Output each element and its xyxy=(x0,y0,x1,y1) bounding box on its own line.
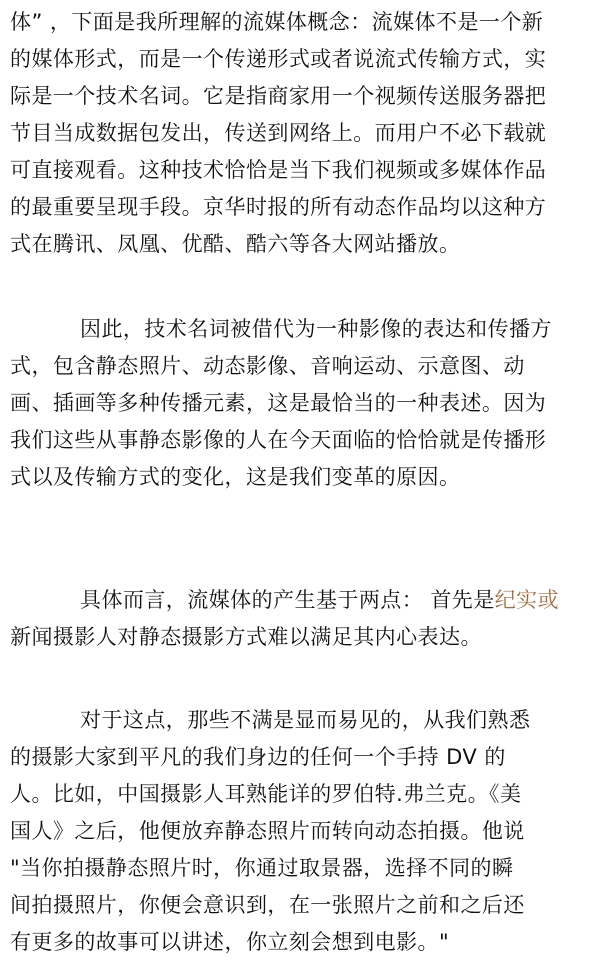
paragraph-4-line-7: 有更多的故事可以讲述，你立刻会想到电影。" xyxy=(10,930,450,954)
paragraph-1-line-1: 体” ，下面是我所理解的流媒体概念：流媒体不是一个新 xyxy=(10,10,544,34)
paragraph-3-line-2: 新闻摄影人对静态摄影方式难以满足其内心表达。 xyxy=(10,625,482,649)
paragraph-3-line-1 xyxy=(10,585,590,615)
paragraph-1-line-6: 的最重要呈现手段。京华时报的所有动态作品均以这种方 xyxy=(10,195,547,219)
paragraph-1-line-7: 式在腾讯、凤凰、优酷、酷六等各大网站播放。 xyxy=(10,232,461,256)
paragraph-4-line-4: 国人》之后，他便放弃静态照片而转向动态拍摄。他说 xyxy=(10,819,525,843)
paragraph-1-line-4: 节目当成数据包发出，传送到网络上。而用户不必下载就 xyxy=(10,121,547,145)
paragraph-1-line-2: 的媒体形式，而是一个传递形式或者说流式传输方式，实 xyxy=(10,47,547,71)
paragraph-2-line-4: 我们这些从事静态影像的人在今天面临的恰恰就是传播形 xyxy=(10,428,547,452)
paragraph-1-line-3: 际是一个技术名词。它是指商家用一个视频传送服务器把 xyxy=(10,84,547,108)
paragraph-4-line-1: 对于这点，那些不满是显而易见的，从我们熟悉 xyxy=(80,708,531,732)
paragraph-3-line-1-text: 具体而言，流媒体的产生基于两点： 首先是 xyxy=(80,588,495,612)
paragraph-4-line-6: 间拍摄照片，你便会意识到，在一张照片之前和之后还 xyxy=(10,893,525,917)
paragraph-4-line-3: 人。比如，中国摄影人耳熟能详的罗伯特.弗兰克。《美 xyxy=(10,782,522,806)
article-body xyxy=(10,0,590,967)
paragraph-3-highlight-text: 纪实或 xyxy=(494,588,560,612)
paragraph-4-line-5: "当你拍摄静态照片时，你通过取景器，选择不同的瞬 xyxy=(10,856,514,880)
paragraph-2-line-1: 因此，技术名词被借代为一种影像的表达和传播方 xyxy=(80,317,552,341)
paragraph-2-line-5: 式以及传输方式的变化，这是我们变革的原因。 xyxy=(10,465,461,489)
paragraph-2-line-3: 画、插画等多种传播元素，这是最恰当的一种表述。因为 xyxy=(10,391,547,415)
paragraph-4-line-2: 的摄影大家到平凡的我们身边的任何一个手持 DV 的 xyxy=(10,745,506,769)
paragraph-1-line-5: 可直接观看。这种技术恰恰是当下我们视频或多媒体作品 xyxy=(10,158,547,182)
paragraph-2-line-2: 式，包含静态照片、动态影像、音响运动、示意图、动 xyxy=(10,354,525,378)
